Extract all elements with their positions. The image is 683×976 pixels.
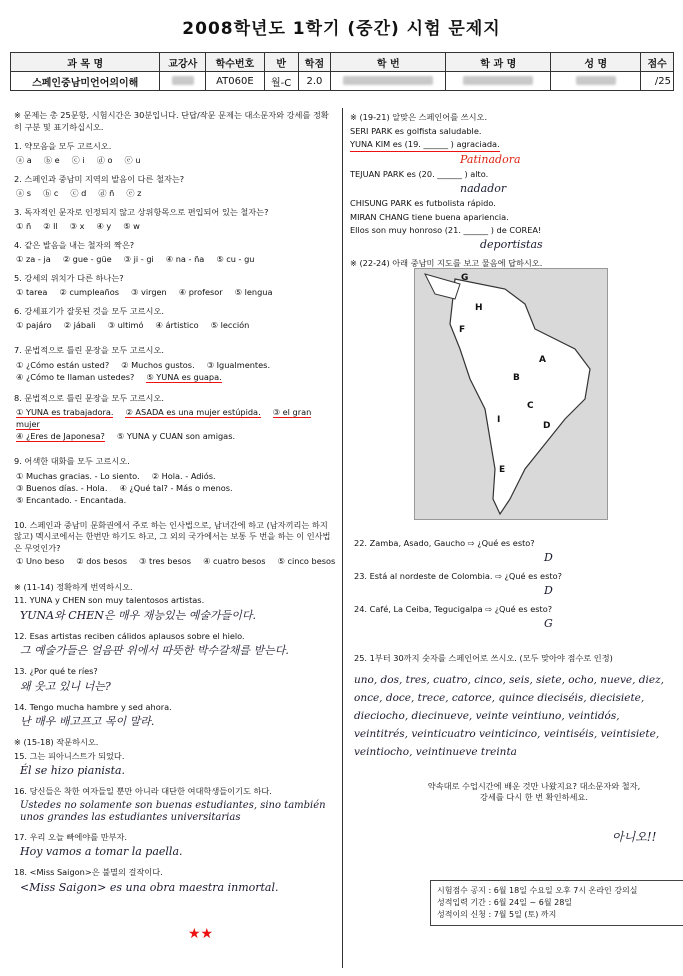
- q7-option: ⑤ YUNA es guapa.: [146, 371, 222, 382]
- question-12: 12. Esas artistas reciben cálidos aplausos sobre el hielo.: [14, 630, 245, 641]
- subject-value: 스페인중남미언어의이해: [11, 72, 160, 91]
- score-value: /25: [641, 72, 674, 91]
- section-value: 월-C: [264, 72, 298, 91]
- q8-option: ③ el gran mujer: [16, 407, 312, 429]
- q7-option: ③ Igualmentes.: [206, 359, 271, 370]
- question-13: 13. ¿Por qué te ríes?: [14, 666, 98, 676]
- q7-option: ④ ¿Cómo te llaman ustedes?: [16, 371, 135, 382]
- question-3: 3. 독자적인 문자로 인정되지 않고 상위항목으로 편입되어 있는 철자는?: [14, 207, 269, 217]
- q10-option: ⑤ cinco besos: [277, 556, 336, 566]
- south-america-map: [414, 268, 608, 520]
- q3-option: ⑤ w: [123, 220, 140, 231]
- promise-note: 약속대로 수업시간에 배운 것만 나왔지요? 대소문자와 철자, 강세를 다시 한 번 확인하세요.: [427, 780, 641, 802]
- header-label-section: 반: [264, 53, 298, 72]
- q6-option: ④ ártistico: [155, 319, 199, 330]
- answer-22: D: [544, 550, 553, 564]
- answer-15: Él se hizo pianista.: [20, 764, 126, 777]
- map-letter-g: G: [461, 273, 469, 283]
- answer-20: nadador: [460, 181, 507, 195]
- header-label-student-id: 학 번: [331, 53, 446, 72]
- q6-option: ⑤ lección: [210, 319, 250, 330]
- q3-option: ③ x: [69, 220, 85, 231]
- sentence-3: TEJUAN PARK es (20. ______ ) alto.: [350, 169, 489, 179]
- answer-23: D: [544, 583, 553, 597]
- question-5: 5. 강세의 위치가 다른 하나는?: [14, 273, 124, 283]
- q3-option: ④ y: [96, 220, 112, 231]
- q4-option: ④ na - ña: [165, 253, 205, 264]
- question-6-options: [16, 320, 336, 332]
- header-label-name: 성 명: [551, 53, 641, 72]
- q4-option: ⑤ cu - gu: [216, 253, 255, 264]
- q5-option: ① tarea: [16, 286, 48, 297]
- map-letter-c: C: [527, 401, 534, 411]
- q9-option: ① Muchas gracias. - Lo siento.: [16, 470, 140, 481]
- answer-24: G: [544, 616, 553, 630]
- question-9-options: [16, 470, 336, 506]
- exam-title: 2008학년도 1학기 (중간) 시험 문제지: [182, 19, 501, 39]
- q4-option: ③ ji - gi: [123, 253, 154, 264]
- question-1-options: [16, 155, 336, 167]
- question-4: 4. 같은 발음을 내는 철자의 짝은?: [14, 240, 135, 250]
- q9-option: ⑤ Encantado. - Encantada.: [16, 494, 127, 505]
- question-16: 16. 당신들은 착한 여자들일 뿐만 아니라 대단한 여대학생들이기도 하다.: [14, 786, 272, 796]
- header-label-instructor: 교강사: [160, 53, 206, 72]
- q10-option: ② dos besos: [76, 556, 128, 566]
- star-marks: ★★: [188, 926, 214, 942]
- map-letter-b: B: [513, 373, 520, 383]
- question-11: 11. YUNA y CHEN son muy talentosos artistas.: [14, 595, 205, 605]
- map-letter-d: D: [543, 421, 551, 431]
- map-letter-e: E: [499, 465, 506, 475]
- sentence-2: YUNA KIM es (19. ______ ) agraciada.: [350, 139, 500, 152]
- schedule-line: 성적입력 기간 : 6월 24일 ~ 6월 28일: [437, 898, 573, 907]
- sentence-6: Ellos son muy honroso (21. ______ ) de COREA!: [350, 225, 542, 235]
- question-14: 14. Tengo mucha hambre y sed ahora.: [14, 701, 172, 712]
- q6-option: ③ ultimó: [107, 319, 144, 330]
- credit-value: 2.0: [298, 72, 331, 91]
- q1-option: ⓓ o: [96, 154, 113, 165]
- question-17: 17. 우리 오늘 빠에야를 만부자.: [14, 831, 128, 842]
- right-column: [350, 112, 674, 272]
- question-15: 15. 그는 피아니스트가 되었다.: [14, 750, 125, 761]
- header-label-department: 학 과 명: [446, 53, 551, 72]
- q9-option: ② Hola. - Adiós.: [151, 470, 216, 481]
- question-10: 10. 스페인과 중남미 문화권에서 주로 하는 인사법으로, 남녀간에 하고 (남자끼리는 하지 않고) 멕시코에서는 한번만 하기도 하고, 그 외의 국가에서는 보통 두 번을 하는 이 인사법은 무엇인가?: [14, 519, 331, 553]
- exam-header-table: [10, 52, 674, 91]
- question-23: 23. Está al nordeste de Colombia. ⇨ ¿Qué es esto?: [354, 571, 562, 581]
- q2-option: ⓑ c: [43, 187, 59, 198]
- q8-option: ① YUNA es trabajadora.: [16, 407, 114, 417]
- question-2: 2. 스페인과 중남미 지역의 발음이 다른 철자는?: [14, 174, 185, 184]
- header-label-score: 점수: [641, 53, 674, 72]
- sentence-4: CHISUNG PARK es futbolista rápido.: [350, 198, 496, 208]
- question-18: 18. <Miss Saigon>은 불멸의 걸작이다.: [14, 867, 163, 877]
- sentence-1: SERI PARK es golfista saludable.: [350, 125, 482, 136]
- q2-option: ⓔ z: [126, 187, 142, 198]
- map-outline-icon: [415, 269, 607, 519]
- course-no-value: AT060E: [206, 72, 265, 91]
- question-6: 6. 강세표기가 잘못된 것을 모두 고르시오.: [14, 306, 164, 316]
- sentence-5: MIRAN CHANG tiene buena apariencia.: [350, 211, 509, 222]
- question-7-options: [16, 359, 336, 383]
- q10-option: ③ tres besos: [139, 556, 192, 566]
- q5-option: ④ profesor: [178, 286, 223, 297]
- q8-option: ② ASADA es una mujer estúpida.: [125, 407, 261, 417]
- question-9: 9. 어색한 대화를 모두 고르시오.: [14, 456, 130, 466]
- answer-13: 왜 웃고 있니 너는?: [20, 679, 111, 693]
- instructor-redacted: [160, 72, 206, 91]
- section-22-24-heading: ※ (22-24) 아래 중남미 지도를 보고 물음에 답하시오.: [350, 258, 543, 268]
- margin-note: 아니오!!: [612, 830, 657, 844]
- question-24: 24. Café, La Ceiba, Tegucigalpa ⇨ ¿Qué es esto?: [354, 604, 553, 614]
- q8-option: ④ ¿Eres de Japonesa?: [16, 431, 105, 441]
- header-label-subject: 과 목 명: [11, 53, 160, 72]
- answer-17: Hoy vamos a tomar la paella.: [20, 845, 183, 858]
- q5-option: ② cumpleaños: [59, 286, 120, 297]
- column-divider: [342, 108, 343, 968]
- q10-option: ① Uno beso: [16, 556, 65, 566]
- question-22: 22. Zamba, Asado, Gaucho ⇨ ¿Qué es esto?: [354, 538, 535, 548]
- map-letter-h: H: [475, 303, 483, 313]
- answer-12: 그 예술가들은 얼음판 위에서 따뜻한 박수갈채를 받는다.: [20, 644, 289, 657]
- q2-option: ⓒ d: [70, 187, 87, 198]
- department-redacted: [446, 72, 551, 91]
- header-label-credit: 학점: [298, 53, 331, 72]
- answer-21: deportistas: [480, 237, 543, 251]
- q1-option: ⓑ e: [43, 154, 60, 165]
- q2-option: ⓓ ñ: [98, 187, 115, 198]
- q1-option: ⓒ i: [71, 154, 85, 165]
- left-column: [14, 110, 336, 903]
- section-15-18-heading: ※ (15-18) 작문하시오.: [14, 737, 99, 747]
- schedule-line: 시험점수 공지 : 6월 18일 수요일 오후 7시 온라인 강의실: [437, 886, 638, 895]
- q8-option: ⑤ YUNA y CUAN son amigas.: [116, 431, 236, 441]
- student-id-redacted: [331, 72, 446, 91]
- right-column-lower: [354, 538, 674, 804]
- map-letter-a: A: [539, 355, 546, 365]
- q7-option: ① ¿Cómo están usted?: [16, 359, 110, 370]
- q1-option: ⓐ a: [16, 154, 32, 165]
- header-label-course-no: 학수번호: [206, 53, 265, 72]
- q6-option: ② jábali: [63, 319, 96, 330]
- schedule-line: 성적이의 신청 : 7월 5일 (토) 까지: [437, 910, 557, 919]
- question-8: 8. 문법적으로 틀린 문장을 모두 고르시오.: [14, 392, 164, 403]
- question-2-options: [16, 188, 336, 200]
- question-4-options: [16, 254, 336, 266]
- question-8-options: [16, 406, 336, 442]
- answer-18: <Miss Saigon> es una obra maestra inmortal.: [20, 880, 279, 894]
- question-7: 7. 문법적으로 틀린 문장을 모두 고르시오.: [14, 345, 164, 355]
- q9-option: ④ ¿Qué tal? - Más o menos.: [119, 482, 233, 493]
- q4-option: ② gue - güe: [62, 253, 112, 264]
- map-letter-f: F: [459, 325, 466, 335]
- map-letter-i: I: [497, 415, 501, 425]
- answer-19: Patinadora: [460, 152, 521, 166]
- question-10-options: [16, 556, 336, 568]
- q7-option: ② Muchos gustos.: [121, 359, 195, 370]
- answer-11: YUNA와 CHEN은 매우 재능있는 예술가들이다.: [20, 608, 257, 622]
- schedule-box: [430, 880, 683, 926]
- q2-option: ⓐ s: [16, 187, 32, 198]
- q9-option: ③ Buenos días. - Hola.: [16, 482, 108, 493]
- section-11-14-heading: ※ (11-14) 정확하게 번역하시오.: [14, 581, 133, 592]
- question-1: 1. 약모음을 모두 고르시오.: [14, 141, 112, 151]
- q5-option: ⑤ lengua: [234, 286, 273, 297]
- answer-16: Ustedes no solamente son buenas estudiantes, sino también unos grandes las estudiantes universitarias: [20, 799, 326, 823]
- answer-14: 난 매우 배고프고 목이 말라.: [20, 715, 155, 728]
- instructions: ※ 문제는 총 25문항, 시험시간은 30분입니다. 단답/작문 문제는 대소문자와 강세를 정확히 구분 및 표기하십시오.: [14, 110, 329, 132]
- q10-option: ④ cuatro besos: [203, 556, 266, 566]
- q4-option: ① za - ja: [16, 253, 51, 264]
- q3-option: ① ñ: [16, 220, 32, 231]
- question-3-options: [16, 221, 336, 233]
- section-19-21-heading: ※ (19-21) 알맞은 스페인어를 쓰시오.: [350, 112, 488, 122]
- question-25: 25. 1부터 30까지 숫자를 스페인어로 쓰시오. (모두 맞아야 점수로 인정): [354, 653, 613, 663]
- q6-option: ① pajáro: [16, 319, 52, 330]
- name-redacted: [551, 72, 641, 91]
- q5-option: ③ virgen: [131, 286, 167, 297]
- answer-25: uno, dos, tres, cuatro, cinco, seis, siete, ocho, nueve, diez, once, doce, trece, catorce, quince dieciséis, diecisiete, dieciocho, diecinueve, veinte veintiuno, veintidós, veintitrés, veinticuatro veinticinco, veintiséis, veintisiete, veintiocho, veintinueve treinta: [354, 673, 664, 758]
- question-5-options: [16, 287, 336, 299]
- q3-option: ② ll: [43, 220, 58, 231]
- q1-option: ⓔ u: [124, 154, 141, 165]
